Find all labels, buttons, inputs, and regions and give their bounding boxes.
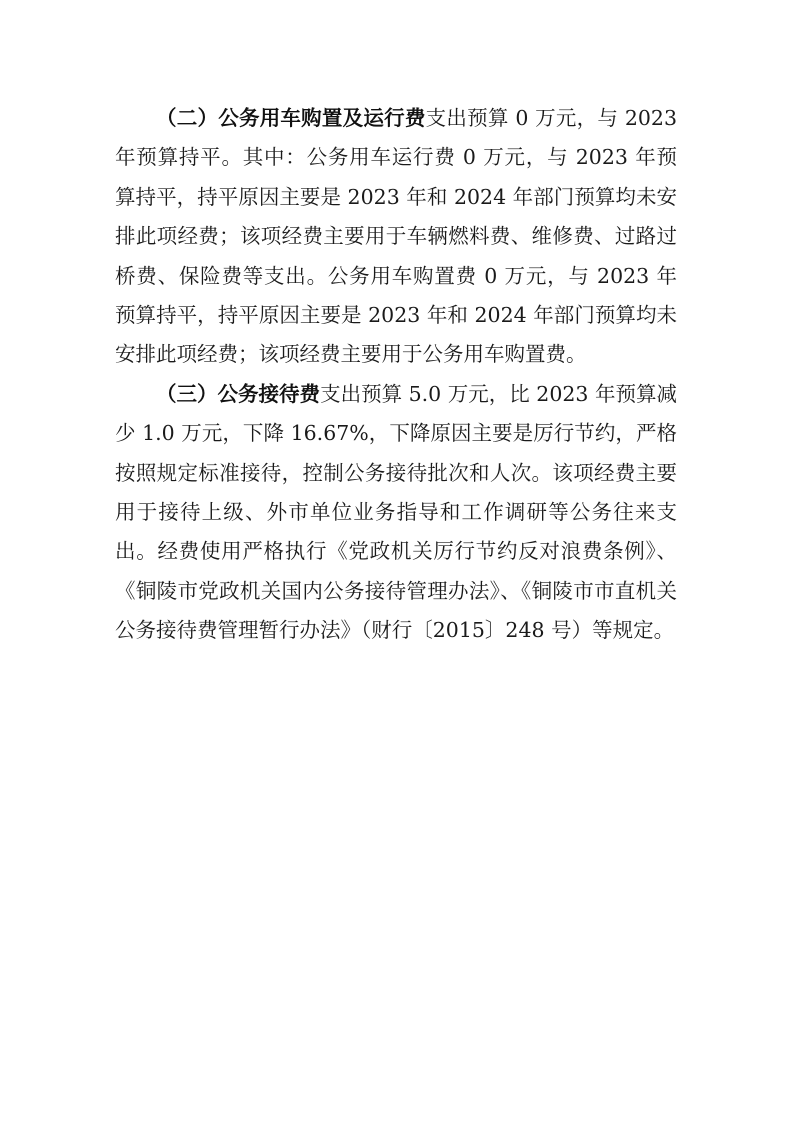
- document-body: [115, 99, 677, 651]
- paragraph-text-reception: 支出预算 5.0 万元，比 2023 年预算减少 1.0 万元，下降 16.67%，下降原因主要是厉行节约，严格按照规定标准接待，控制公务接待批次和人次。该项经费主要用于接待上级、外市单位业务指导和工作调研等公务往来支出。经费使用严格执行《党政机关厉行节约反对浪费条例》、《铜陵市党政机关国内公务接待管理办法》、《铜陵市市直机关公务接待费管理暂行办法》（财行〔2015〕248 号）等规定。: [115, 381, 678, 643]
- paragraph-text-vehicle: 支出预算 0 万元，与 2023 年预算持平。其中：公务用车运行费 0 万元，与 2023 年预算持平，持平原因主要是 2023 年和 2024 年部门预算均未安排此项经费；该项经费主要用于车辆燃料费、维修费、过路过桥费、保险费等支出。公务用车购置费 0 万元，与 2023 年预算持平，持平原因主要是 2023 年和 2024 年部门预算均未安排此项经费；该项经费主要用于公务用车购置费。: [115, 106, 677, 367]
- paragraph-vehicle-expenses: [115, 99, 677, 375]
- paragraph-reception-expenses: [115, 375, 677, 651]
- section-heading-vehicle: （二）公务用车购置及运行费: [156, 106, 426, 130]
- section-heading-reception: （三）公务接待费: [156, 381, 321, 406]
